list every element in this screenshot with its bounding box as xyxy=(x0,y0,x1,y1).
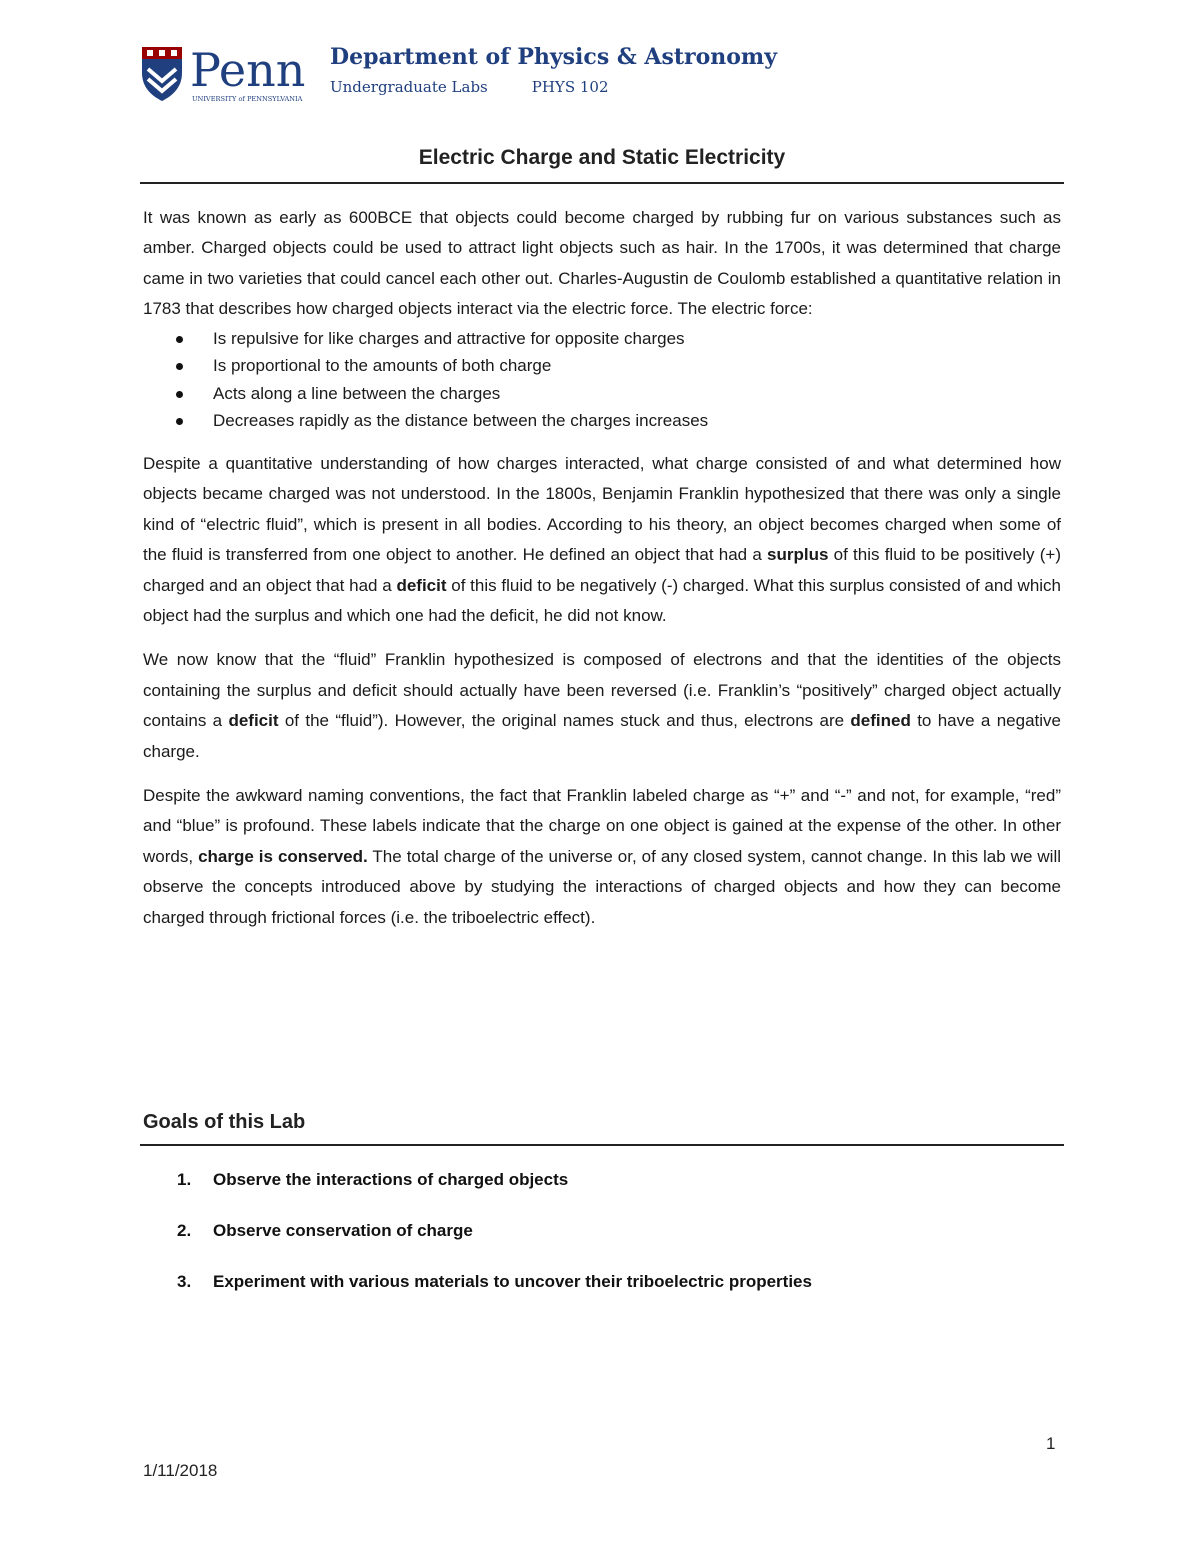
list-item: Is repulsive for like charges and attractive for opposite charges xyxy=(143,325,1061,353)
bullet-icon xyxy=(176,363,183,370)
document-body xyxy=(143,203,1061,933)
bullet-icon xyxy=(176,418,183,425)
goal-item: 2. Observe conservation of charge xyxy=(177,1221,473,1240)
penn-logo xyxy=(140,43,315,105)
goal-item: 1. Observe the interactions of charged objects xyxy=(177,1170,569,1189)
list-item: Decreases rapidly as the distance between the charges increases xyxy=(143,407,1061,435)
bullet-icon xyxy=(176,336,183,343)
page-number: 1 xyxy=(1046,1434,1056,1453)
franklin-paragraph: Despite a quantitative understanding of how charges interacted, what charge consisted of and what determined how objects became charged was not understood. In the 1800s, Benjamin Franklin hypothesized that there was only a single kind of “electric fluid”, which is present in all bodies. According to his theory, an object becomes charged when some of the fluid is transferred from one object to another. He defined an object that had a surplus of this fluid to be positively (+) charged and an object that had a deficit of this fluid to be negatively (-) charged. What this surplus consisted of and which object had the surplus and which one had the deficit, he did not know. xyxy=(143,454,1062,626)
logo-wordmark: Penn xyxy=(190,43,306,97)
footer-date: 1/11/2018 xyxy=(143,1461,218,1480)
list-item: Acts along a line between the charges xyxy=(143,380,1061,408)
goals-list xyxy=(143,1165,1061,1318)
goals-rule xyxy=(140,1144,1064,1146)
electrons-paragraph: We now know that the “fluid” Franklin hypothesized is composed of electrons and that the identities of the objects containing the surplus and deficit should actually have been reversed (i.e. Franklin’s “positively” charged object actually contains a deficit of the “fluid”). However, the original names stuck and thus, electrons are defined to have a negative charge. xyxy=(143,650,1061,761)
title-rule xyxy=(140,182,1064,184)
page-header xyxy=(140,40,840,110)
force-properties-list xyxy=(143,325,1061,435)
goal-item: 3. Experiment with various materials to uncover their triboelectric properties xyxy=(177,1272,812,1291)
goals-heading: Goals of this Lab xyxy=(143,1111,306,1133)
list-item: Is proportional to the amounts of both charge xyxy=(143,352,1061,380)
document-title: Electric Charge and Static Electricity xyxy=(418,146,786,169)
department-name: Department of Physics & Astronomy xyxy=(330,44,777,70)
logo-subtext: UNIVERSITY of PENNSYLVANIA xyxy=(192,95,303,103)
header-subtitle xyxy=(330,78,609,96)
conservation-paragraph: Despite the awkward naming conventions, the fact that Franklin labeled charge as “+” and “-” and not, for example, “red” and “blue” is profound. These labels indicate that the charge on one object is gained at the expense of the other. In other words, charge is conserved. The total charge of the universe or, of any closed system, cannot change. In this lab we will observe the concepts introduced above by studying the interactions of charged objects and how they can become charged through frictional forces (i.e. the triboelectric effect). xyxy=(143,786,1062,927)
intro-paragraph: It was known as early as 600BCE that objects could become charged by rubbing fur on various substances such as amber. Charged objects could be used to attract light objects such as hair. In the 1700s, it was determined that charge came in two varieties that could cancel each other out. Charles-Augustin de Coulomb established a quantitative relation in 1783 that describes how charged objects interact via the electric force. The electric force: xyxy=(143,208,1061,319)
course-code: PHYS 102 xyxy=(531,78,609,96)
bullet-icon xyxy=(176,391,183,398)
lab-type: Undergraduate Labs xyxy=(330,78,488,96)
